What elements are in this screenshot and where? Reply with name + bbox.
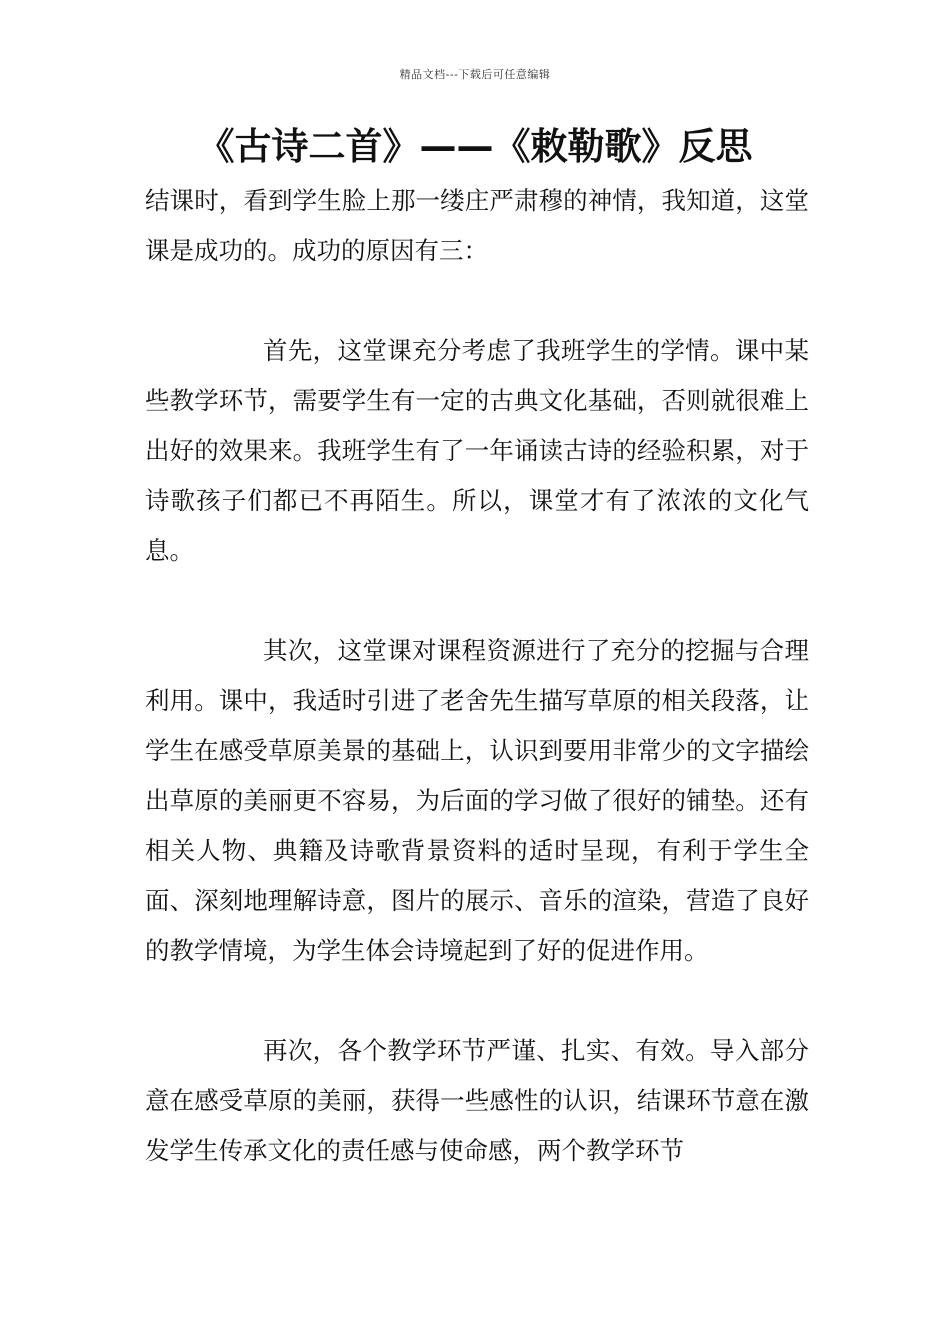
document-body [145,176,809,1176]
paragraph-gap [145,576,809,626]
paragraph-third-reason: 再次，各个教学环节严谨、扎实、有效。导入部分意在感受草原的美丽，获得一些感性的认识，结课环节意在激发学生传承文化的责任感与使命感，两个教学环节 [145,1036,809,1165]
document-title: 《古诗二首》——《敕勒歌》反思 [197,125,753,168]
paragraph-first-reason: 首先，这堂课充分考虑了我班学生的学情。课中某些教学环节，需要学生有一定的古典文化基础，否则就很难上出好的效果来。我班学生有了一年诵读古诗的经验积累，对于诗歌孩子们都已不再陌生。所以，课堂才有了浓浓的文化气息。 [145,336,809,565]
paragraph-gap [145,276,809,326]
paragraph-second-reason: 其次，这堂课对课程资源进行了充分的挖掘与合理利用。课中，我适时引进了老舍先生描写草原的相关段落，让学生在感受草原美景的基础上，认识到要用非常少的文字描绘出草原的美丽更不容易，为后面的学习做了很好的铺垫。还有相关人物、典籍及诗歌背景资料的适时呈现，有利于学生全面、深刻地理解诗意，图片的展示、音乐的渲染，营造了良好的教学情境，为学生体会诗境起到了好的促进作用。 [145,636,809,965]
header-note: 精品文档---下载后可任意编辑 [399,68,551,81]
paragraph-gap [145,976,809,1026]
paragraph-intro: 结课时，看到学生脸上那一缕庄严肃穆的神情，我知道，这堂课是成功的。成功的原因有三： [145,186,809,265]
